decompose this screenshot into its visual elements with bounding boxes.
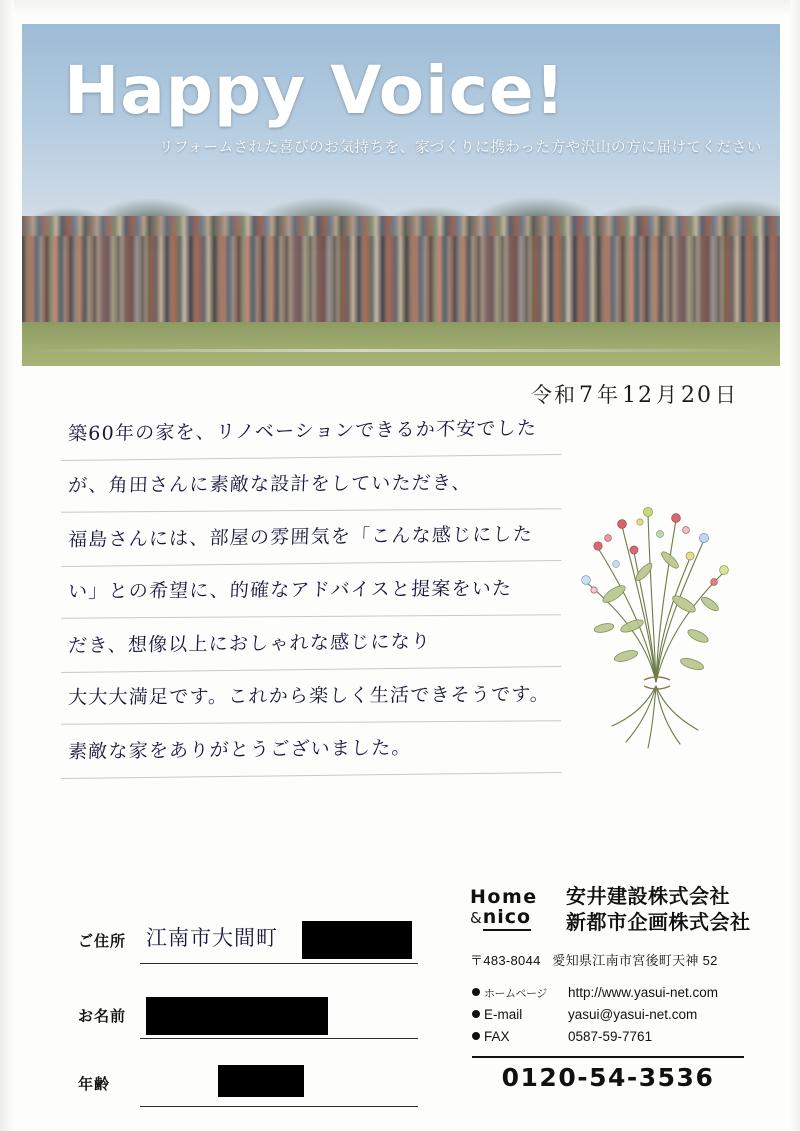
name-underline (140, 1038, 418, 1039)
scan-edge-left (0, 0, 14, 1131)
address-text: 愛知県江南市宮後町天神 52 (552, 953, 718, 968)
date-year-unit: 年 (597, 383, 620, 407)
name-field-row (78, 995, 418, 1039)
letter-line: い」との希望に、的確なアドバイスと提案をいた (61, 567, 564, 623)
hero-banner (22, 24, 780, 366)
age-field-row (78, 1063, 418, 1107)
address-redaction (302, 921, 412, 959)
grass-foreground (22, 322, 780, 366)
logo-home-text: Home (470, 886, 538, 908)
contact-key: E-mail (484, 1006, 523, 1022)
contact-key: ホームページ (484, 988, 547, 1000)
grass-highlight (22, 349, 780, 352)
company-block (470, 884, 770, 1092)
logo-nico-text (470, 905, 554, 928)
letter-line: 大大大満足です。これから楽しく生活できそうです。 (61, 673, 564, 729)
contact-value[interactable]: yasui@yasui-net.com (568, 1006, 698, 1022)
crowd-photo-detail (22, 236, 780, 325)
postal-code: 〒483-8044 (470, 953, 541, 968)
letter-line: 築60年の家を、リノベーションできるか不安でした (61, 407, 563, 466)
letter-line: 福島さんには、部屋の雰囲気を「こんな感じにした (61, 513, 563, 572)
date-month: 12 (622, 383, 654, 408)
logo-ampersand: & (470, 908, 483, 927)
address-label: ご住所 (78, 933, 127, 950)
age-underline (140, 1106, 418, 1107)
age-label: 年齢 (78, 1076, 111, 1093)
letter-line: 素敵な家をありがとうございました。 (61, 725, 563, 784)
toll-free-number: 0120-54-3536 (501, 1063, 715, 1092)
scan-edge-right (790, 0, 800, 1131)
contact-email (472, 1004, 718, 1026)
contact-website (472, 982, 718, 1004)
flower-bouquet-icon (552, 486, 760, 754)
contact-fax (472, 1026, 718, 1048)
hero-subtitle: リフォームされた喜びのお気持ちを、家づくりに携わった方や沢山の方に届けてください (158, 140, 762, 156)
name-redaction (146, 997, 328, 1035)
company-name-line1: 安井建設株式会社 (566, 886, 730, 908)
company-name-line2: 新都市企画株式会社 (566, 912, 751, 935)
scan-edge-top (0, 0, 800, 16)
address-value: 江南市大間町 (146, 926, 278, 950)
address-underline (140, 963, 418, 964)
date-day-unit: 日 (715, 383, 738, 407)
bullet-icon (472, 1032, 480, 1040)
handwritten-letter (62, 410, 562, 781)
letter-line: だき、想像以上におしゃれな感じになり (61, 619, 563, 678)
date-day: 20 (681, 383, 713, 408)
date-line (531, 379, 738, 409)
date-month-unit: 月 (656, 383, 679, 407)
page-title: Happy Voice! (64, 52, 566, 129)
address-field-row (78, 920, 418, 964)
company-logo (470, 888, 554, 928)
name-label: お名前 (78, 1008, 127, 1025)
date-era: 令和 (531, 383, 577, 407)
age-redaction (218, 1065, 304, 1097)
bullet-icon (472, 988, 480, 996)
bullet-icon (472, 1010, 480, 1018)
toll-free-box (472, 1056, 744, 1092)
contact-list (472, 982, 718, 1048)
letter-line: が、角田さんに素敵な設計をしていただき、 (61, 461, 564, 517)
date-year: 7 (579, 383, 595, 408)
company-address (470, 950, 718, 969)
contact-value: 0587-59-7761 (568, 1028, 653, 1044)
contact-key: FAX (484, 1028, 510, 1044)
contact-value[interactable]: http://www.yasui-net.com (568, 985, 719, 1000)
logo-nico-word: nico (483, 906, 531, 931)
